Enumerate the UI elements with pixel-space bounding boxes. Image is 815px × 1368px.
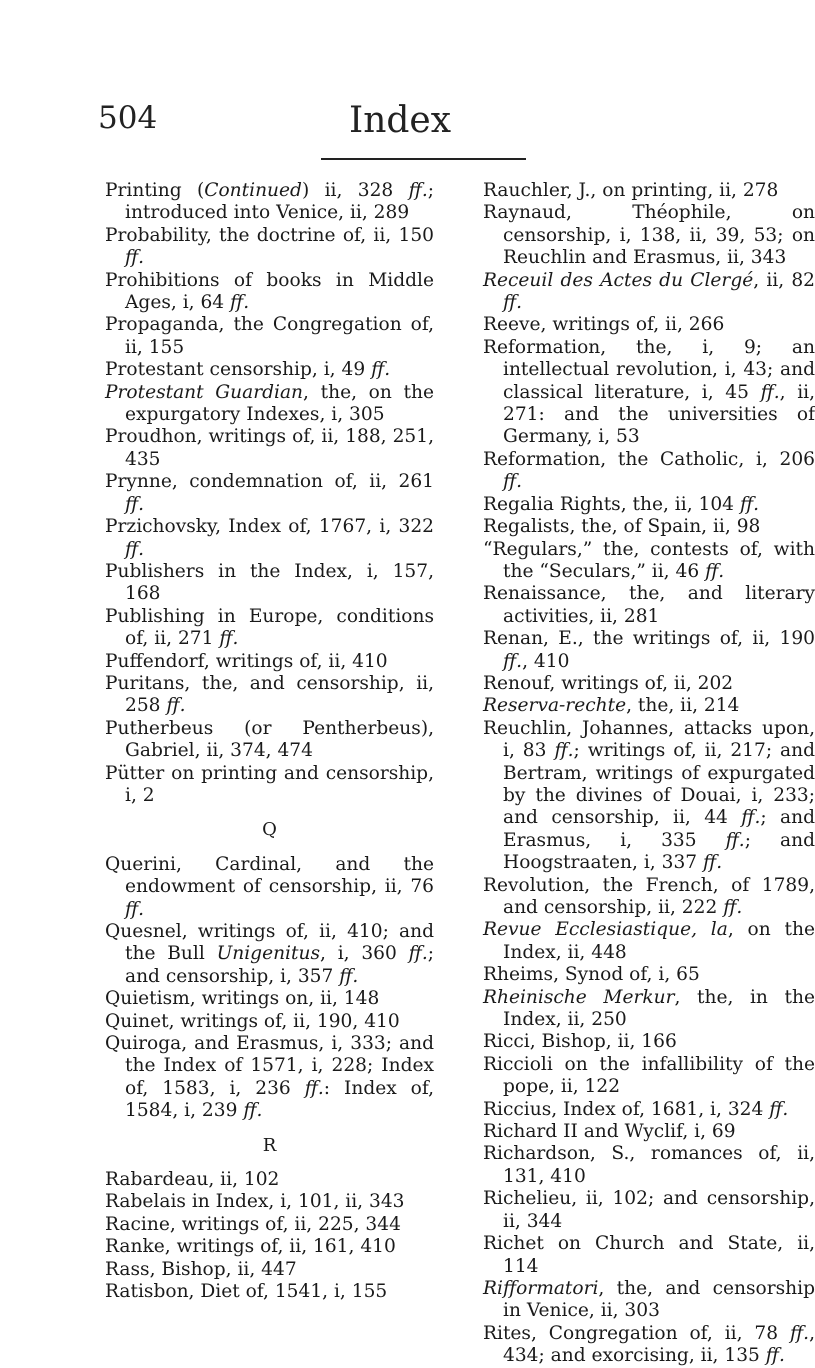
- index-entry-text: Ricci, Bishop, ii, 166: [483, 1031, 677, 1053]
- index-entry: [483, 875, 815, 920]
- index-entry: [483, 987, 815, 1032]
- index-entry: [105, 854, 434, 921]
- index-entry-text: Publishers in the Index, i, 157, 168: [105, 560, 434, 605]
- index-entry-text: ; and Hoogstraaten, i, 337: [503, 829, 815, 874]
- index-entry-italic-text: ff.: [408, 943, 428, 965]
- index-entry-text: Rheims, Synod of, i, 65: [483, 964, 700, 986]
- index-entry: [483, 180, 815, 202]
- index-entry-text: , the, and censorship in Venice, ii, 303: [503, 1277, 815, 1322]
- index-entry-italic-text: Revue Ecclesiastique, la: [483, 919, 728, 941]
- index-entry: [105, 270, 434, 315]
- index-entry-italic-text: Protestant Guardian: [105, 381, 304, 403]
- index-entry-text: Prynne, condemnation of, ii, 261: [105, 471, 434, 493]
- index-entry-text: Querini, Cardinal, and the endowment of censorship, ii, 76: [105, 853, 434, 898]
- index-entry: [105, 225, 434, 270]
- index-entry-text: Reformation, the Catholic, i, 206: [483, 448, 815, 470]
- index-entry-text: Raynaud, Théophile, on censorship, i, 138, ii, 39, 53; on Reuchlin and Erasmus, ii, 343: [483, 202, 815, 269]
- index-section-letter: R: [262, 1134, 277, 1156]
- index-entry-text: Rabardeau, ii, 102: [105, 1169, 280, 1191]
- index-entry-text: Przichovsky, Index of, 1767, i, 322: [105, 516, 434, 538]
- index-entry-text: Richardson, S., romances of, ii, 131, 410: [483, 1143, 815, 1187]
- index-entry-text: Quinet, writings of, ii, 190, 410: [105, 1010, 400, 1032]
- index-entry-text: Quesnel, writings of, ii, 410; and the Bull: [105, 921, 434, 965]
- index-entry-italic-text: ff.: [408, 180, 428, 201]
- index-entry: [105, 673, 434, 718]
- index-entry: [483, 628, 815, 673]
- index-entry-italic-text: ff.: [339, 965, 359, 987]
- index-entry-text: Probability, the doctrine of, ii, 150: [105, 224, 434, 246]
- index-entry-text: , the, on the expurgatory Indexes, i, 305: [125, 381, 434, 426]
- index-entry: [483, 919, 815, 964]
- index-entry: [483, 1188, 815, 1233]
- index-entry: [105, 382, 434, 427]
- index-entry-italic-text: ff.: [703, 852, 723, 874]
- index-entry: [483, 1278, 815, 1323]
- index-entry: [105, 763, 434, 808]
- index-entry-text: Revolution, the French, of 1789, and censorship, ii, 222: [483, 874, 815, 918]
- index-entry: [483, 1054, 815, 1099]
- index-entry: [483, 202, 815, 269]
- index-entry-italic-text: ff.: [741, 807, 761, 829]
- index-entry-italic-text: ff.: [230, 292, 250, 314]
- index-entry-text: Regalia Rights, the, ii, 104: [483, 493, 740, 515]
- index-entry-italic-text: ff.: [725, 829, 745, 851]
- index-entry: [105, 1281, 434, 1303]
- index-entry: [105, 1033, 434, 1123]
- index-entry-text: Richard II and Wyclif, i, 69: [483, 1121, 736, 1143]
- index-section-letter: Q: [262, 819, 277, 841]
- page-title: Index: [348, 100, 452, 141]
- index-entry-text: Rass, Bishop, ii, 447: [105, 1258, 297, 1280]
- index-entry: [105, 1169, 434, 1191]
- index-entry-text: Rabelais in Index, i, 101, ii, 343: [105, 1191, 405, 1213]
- index-entry: [105, 921, 434, 988]
- index-entry: [483, 494, 815, 516]
- index-entry: [483, 539, 815, 584]
- index-entry-text: Racine, writings of, ii, 225, 344: [105, 1213, 401, 1235]
- index-entry: [105, 1214, 434, 1236]
- index-entry-text: Quietism, writings on, ii, 148: [105, 988, 380, 1010]
- index-entry: [483, 270, 815, 315]
- index-entry-text: Printing (: [105, 180, 205, 201]
- index-entry: [105, 606, 434, 651]
- index-entry-text: ) ii, 328: [301, 180, 409, 201]
- index-entry-text: Puffendorf, writings of, ii, 410: [105, 650, 388, 672]
- index-entry-italic-text: ff.: [125, 538, 145, 560]
- index-entry-text: Riccius, Index of, 1681, i, 324: [483, 1098, 770, 1120]
- index-entry-italic-text: Unigenitus: [216, 943, 320, 965]
- index-entry-italic-text: ff.: [789, 1322, 810, 1344]
- index-entry-italic-text: ff.: [219, 628, 239, 650]
- index-entry: [483, 337, 815, 449]
- index-entry: [105, 651, 434, 673]
- index-entry-italic-text: ff.: [125, 493, 145, 515]
- index-entry-text: Richet on Church and State, ii, 114: [483, 1233, 815, 1277]
- index-entry-text: Reformation, the, i, 9; an intellectual revolution, i, 43; and classical literature, i, 45: [483, 336, 815, 403]
- index-entry: [105, 988, 434, 1010]
- index-entry: [105, 1259, 434, 1281]
- index-entry-italic-text: ff.: [739, 493, 760, 515]
- index-entry: [105, 180, 434, 225]
- index-entry-italic-text: Rifformatori: [483, 1277, 599, 1299]
- index-entry-italic-text: ff.: [760, 381, 780, 403]
- index-entry-italic-text: ff.: [503, 292, 523, 314]
- index-entry: [105, 426, 434, 471]
- index-entry-italic-text: Receuil des Actes du Clergé: [483, 269, 754, 291]
- index-column-right: [483, 180, 815, 1368]
- index-entry: [483, 449, 815, 494]
- index-entry: [483, 695, 815, 717]
- index-entry: [483, 516, 815, 538]
- index-entry-text: Riccioli on the infallibility of the pope, ii, 122: [483, 1053, 815, 1098]
- header-rule: [321, 158, 526, 160]
- index-entry-text: Proudhon, writings of, ii, 188, 251, 435: [105, 426, 434, 470]
- index-entry-italic-text: ff.: [554, 740, 574, 762]
- index-entry-text: , on the Index, ii, 448: [503, 919, 815, 963]
- index-entry: [483, 673, 815, 695]
- index-entry-text: Ranke, writings of, ii, 161, 410: [105, 1236, 396, 1258]
- index-entry-text: Puritans, the, and censorship, ii, 258: [105, 672, 434, 717]
- index-entry-italic-text: Rheinische Merkur: [483, 986, 675, 1008]
- index-entry-italic-text: ff.: [125, 898, 145, 920]
- index-entry-italic-text: ff.: [503, 471, 523, 493]
- index-entry-italic-text: ff.: [503, 650, 523, 672]
- index-entry-text: Prohibitions of books in Middle Ages, i, 64: [105, 269, 434, 314]
- index-entry-text: Quiroga, and Erasmus, i, 333; and the Index of 1571, i, 228; Index of, 1583, i, 236: [105, 1033, 434, 1099]
- index-entry-italic-text: ff.: [723, 897, 743, 918]
- index-entry-text: Rites, Congregation of, ii, 78: [483, 1322, 790, 1344]
- index-entry: [105, 1191, 434, 1213]
- index-entry-italic-text: ff.: [769, 1098, 789, 1120]
- index-entry: [483, 1143, 815, 1188]
- index-entry-text: Reuchlin, Johannes, attacks upon, i, 83: [483, 717, 815, 762]
- index-entry-text: , the, ii, 214: [626, 695, 740, 717]
- index-entry-text: , ii, 82: [753, 269, 815, 291]
- index-entry-text: Renan, E., the writings of, ii, 190: [483, 628, 815, 650]
- index-entry: [483, 314, 815, 336]
- index-entry-italic-text: ff.: [243, 1100, 263, 1122]
- index-entry-text: Rauchler, J., on printing, ii, 278: [483, 180, 779, 201]
- index-entry-text: , ii, 271: and the universities of Germany, i, 53: [503, 381, 815, 448]
- index-entry-italic-text: ff.: [705, 560, 725, 582]
- index-entry: [105, 314, 434, 359]
- index-entry-text: Protestant censorship, i, 49: [105, 359, 372, 381]
- index-entry-text: ; introduced into Venice, ii, 289: [125, 180, 434, 224]
- index-entry-text: Propaganda, the Congregation of, ii, 155: [105, 314, 434, 358]
- index-entry-italic-text: Reserva-rechte: [483, 695, 627, 717]
- index-entry: [105, 1011, 434, 1033]
- index-entry-text: Richelieu, ii, 102; and censorship, ii, 344: [483, 1188, 815, 1232]
- index-entry-text: , 434; and exorcising, ii, 135: [503, 1322, 815, 1367]
- index-entry-text: Putherbeus (or Pentherbeus), Gabriel, ii, 374, 474: [105, 717, 434, 762]
- index-entry-text: Pütter on printing and censorship, i, 2: [105, 762, 434, 806]
- index-entry: [105, 516, 434, 561]
- index-entry-text: Reeve, writings of, ii, 266: [483, 314, 725, 336]
- index-entry-italic-text: Continued: [204, 180, 302, 201]
- index-entry: [105, 561, 434, 606]
- index-column-left: [105, 180, 434, 1304]
- index-entry: [105, 718, 434, 763]
- index-entry-text: Renaissance, the, and literary activities, ii, 281: [483, 583, 815, 627]
- index-entry-italic-text: ff.: [304, 1077, 324, 1099]
- index-entry: [483, 964, 815, 986]
- index-entry-text: Ratisbon, Diet of, 1541, i, 155: [105, 1281, 388, 1303]
- index-entry: [483, 1099, 815, 1121]
- index-entry-text: Publishing in Europe, conditions of, ii, 271: [105, 605, 434, 650]
- index-entry: [483, 718, 815, 875]
- page-number: 504: [98, 100, 158, 136]
- index-entry-text: ; writings of, ii, 217; and Bertram, writings of expurgated by the divines of Douai, i, 233; and censorship, ii, 44: [503, 740, 815, 829]
- page-header: [0, 0, 800, 150]
- index-entry-text: ; and Erasmus, i, 335: [503, 807, 815, 851]
- index-entry: [105, 359, 434, 381]
- index-entry-text: , 410: [522, 650, 570, 672]
- index-entry: [483, 583, 815, 628]
- index-entry: [483, 1233, 815, 1278]
- index-entry: [105, 1236, 434, 1258]
- index-entry-italic-text: ff.: [765, 1345, 785, 1367]
- index-entry-italic-text: ff.: [166, 695, 186, 717]
- index-entry-text: , i, 360: [320, 943, 409, 965]
- index-entry: [483, 1031, 815, 1053]
- index-entry-italic-text: ff.: [125, 247, 145, 269]
- index-entry-text: , the, in the Index, ii, 250: [503, 986, 815, 1031]
- index-entry-text: Regalists, the, of Spain, ii, 98: [483, 516, 761, 538]
- index-entry-text: : Index of, 1584, i, 239: [125, 1077, 434, 1122]
- index-entry: [483, 1323, 815, 1368]
- index-entry: [483, 1121, 815, 1143]
- index-entry-text: ; and censorship, i, 357: [125, 943, 434, 987]
- index-entry: [105, 471, 434, 516]
- index-entry-italic-text: ff.: [371, 359, 391, 381]
- index-entry-text: Renouf, writings of, ii, 202: [483, 672, 734, 694]
- index-entry-text: “Regulars,” the, contests of, with the “Seculars,” ii, 46: [483, 538, 815, 582]
